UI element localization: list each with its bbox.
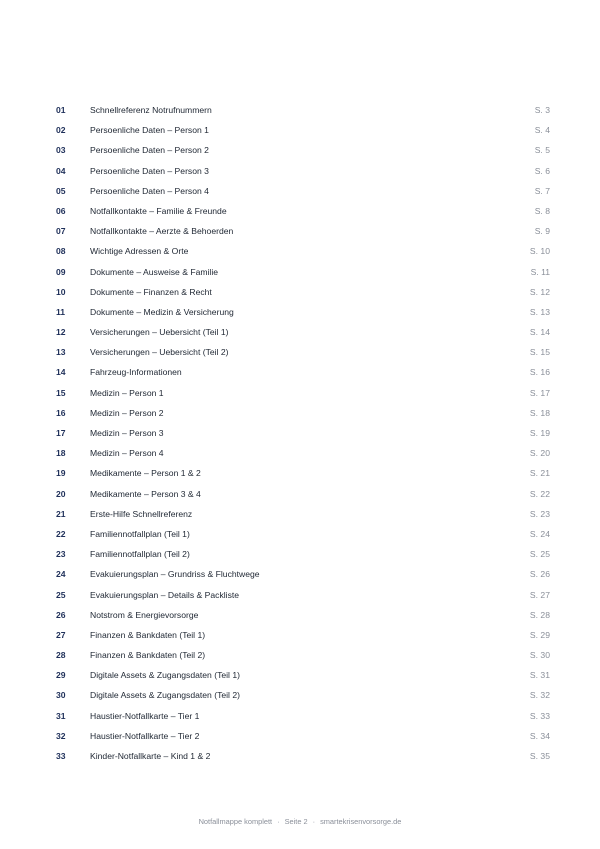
- toc-entry-page: S. 9: [534, 226, 550, 237]
- toc-entry-page: S. 18: [529, 407, 550, 418]
- toc-entry-number: 31: [56, 710, 66, 721]
- toc-entry-number: 03: [56, 145, 66, 156]
- toc-entry[interactable]: [56, 504, 550, 524]
- toc-entry-page: S. 30: [529, 650, 550, 661]
- toc-entry-title: Finanzen & Bankdaten (Teil 2): [90, 650, 206, 661]
- toc-entry-page: S. 7: [534, 185, 550, 196]
- toc-entry-page: S. 13: [529, 306, 550, 317]
- toc-entry[interactable]: [56, 564, 550, 584]
- toc-entry-number: 17: [56, 428, 66, 438]
- toc-entry-number: 09: [56, 266, 66, 277]
- toc-entry-title: Medikamente – Person 3 & 4: [90, 488, 201, 499]
- toc-entry[interactable]: [56, 403, 550, 423]
- toc-entry-number: 30: [56, 690, 66, 701]
- toc-entry-title: Dokumente – Finanzen & Recht: [90, 286, 212, 297]
- toc-entry-title: Persoenliche Daten – Person 2: [90, 145, 209, 156]
- toc-entry[interactable]: [56, 241, 550, 261]
- toc-entry[interactable]: [56, 322, 550, 342]
- toc-entry-number: 21: [56, 508, 66, 519]
- toc-entry[interactable]: [56, 282, 550, 302]
- toc-entry-title: Familiennotfallplan (Teil 2): [90, 549, 190, 560]
- toc-entry-page: S. 33: [529, 710, 550, 721]
- toc-entry-title: Dokumente – Medizin & Versicherung: [90, 306, 234, 317]
- toc-entry-page: S. 34: [529, 730, 550, 741]
- toc-entry-page: S. 12: [529, 286, 550, 297]
- toc-entry[interactable]: [56, 463, 550, 483]
- toc-entry-number: 16: [56, 407, 66, 418]
- toc-entry[interactable]: [56, 706, 550, 726]
- toc-entry-page: S. 23: [529, 508, 550, 519]
- toc-entry-page: S. 15: [529, 347, 550, 358]
- toc-entry-page: S. 20: [529, 448, 550, 459]
- toc-entry-title: Digitale Assets & Zugangsdaten (Teil 1): [90, 670, 240, 681]
- toc-entry-number: 13: [56, 347, 66, 358]
- toc-entry-title: Familiennotfallplan (Teil 1): [90, 528, 190, 539]
- toc-entry-title: Erste-Hilfe Schnellreferenz: [90, 508, 193, 519]
- toc-entry-title: Persoenliche Daten – Person 4: [90, 185, 209, 196]
- toc-entry-page: S. 32: [529, 690, 550, 701]
- toc-entry-number: 10: [56, 286, 66, 297]
- toc-entry-title: Notfallkontakte – Aerzte & Behoerden: [90, 226, 234, 237]
- toc-entry[interactable]: [56, 423, 550, 443]
- footer-separator: ·: [312, 817, 316, 826]
- toc-entry-number: 32: [56, 730, 66, 741]
- toc-entry[interactable]: [56, 362, 550, 382]
- toc-entry-number: 23: [56, 549, 66, 560]
- table-of-contents: [56, 100, 550, 766]
- toc-entry-number: 26: [56, 609, 66, 620]
- toc-entry-page: S. 19: [529, 428, 550, 438]
- toc-entry-title: Versicherungen – Uebersicht (Teil 2): [90, 347, 229, 358]
- toc-entry-number: 02: [56, 125, 66, 136]
- toc-entry[interactable]: [56, 443, 550, 463]
- toc-entry-title: Digitale Assets & Zugangsdaten (Teil 2): [90, 690, 240, 701]
- toc-entry[interactable]: [56, 161, 550, 181]
- toc-entry[interactable]: [56, 262, 550, 282]
- toc-entry[interactable]: [56, 726, 550, 746]
- toc-entry-title: Medikamente – Person 1 & 2: [90, 468, 201, 479]
- toc-entry-title: Versicherungen – Uebersicht (Teil 1): [90, 327, 229, 338]
- toc-entry[interactable]: [56, 201, 550, 221]
- toc-entry-page: S. 11: [530, 266, 550, 277]
- toc-entry-page: S. 22: [529, 488, 550, 499]
- toc-entry-title: Medizin – Person 1: [90, 387, 164, 398]
- toc-entry-title: Evakuierungsplan – Grundriss & Fluchtwege: [90, 569, 260, 580]
- toc-entry-number: 29: [56, 670, 66, 681]
- toc-entry-number: 04: [56, 165, 66, 176]
- toc-entry-number: 18: [56, 448, 66, 459]
- toc-entry-number: 33: [56, 751, 66, 761]
- footer-separator: ·: [277, 817, 280, 826]
- footer-page-number: Seite 2: [284, 817, 308, 826]
- toc-entry-title: Medizin – Person 2: [90, 407, 164, 418]
- toc-entry-number: 27: [56, 629, 66, 640]
- footer-document-title: Notfallmappe komplett: [198, 817, 273, 826]
- toc-entry[interactable]: [56, 524, 550, 544]
- toc-entry-title: Medizin – Person 3: [90, 428, 164, 438]
- toc-entry[interactable]: [56, 140, 550, 160]
- toc-entry[interactable]: [56, 484, 550, 504]
- toc-entry-page: S. 4: [534, 125, 550, 136]
- toc-entry[interactable]: [56, 302, 550, 322]
- toc-entry-number: 12: [56, 327, 66, 338]
- toc-entry-page: S. 31: [529, 670, 550, 681]
- toc-entry-page: S. 14: [529, 327, 550, 338]
- toc-entry-title: Notfallkontakte – Familie & Freunde: [90, 205, 227, 216]
- toc-entry-number: 07: [56, 226, 66, 237]
- toc-entry-number: 05: [56, 185, 66, 196]
- toc-entry-page: S. 35: [529, 751, 550, 761]
- toc-entry[interactable]: [56, 181, 550, 201]
- toc-entry[interactable]: [56, 685, 550, 705]
- toc-entry-title: Fahrzeug-Informationen: [90, 367, 182, 378]
- toc-entry-number: 08: [56, 246, 66, 257]
- toc-entry-title: Haustier-Notfallkarte – Tier 1: [90, 710, 200, 721]
- toc-entry-title: Finanzen & Bankdaten (Teil 1): [90, 629, 206, 640]
- toc-entry-title: Kinder-Notfallkarte – Kind 1 & 2: [90, 751, 211, 761]
- page-footer: [0, 817, 600, 826]
- toc-entry-number: 01: [56, 105, 66, 115]
- toc-entry[interactable]: [56, 645, 550, 665]
- toc-entry-number: 06: [56, 205, 66, 216]
- toc-entry-number: 24: [56, 569, 66, 580]
- toc-entry-page: S. 21: [529, 468, 550, 479]
- toc-entry-page: S. 5: [534, 145, 550, 156]
- toc-entry-page: S. 29: [529, 629, 550, 640]
- toc-entry-page: S. 6: [534, 165, 550, 176]
- toc-entry-page: S. 24: [529, 528, 550, 539]
- toc-entry-title: Evakuierungsplan – Details & Packliste: [90, 589, 240, 600]
- toc-entry-title: Dokumente – Ausweise & Familie: [90, 266, 219, 277]
- toc-entry-title: Notstrom & Energievorsorge: [90, 609, 199, 620]
- toc-entry[interactable]: [56, 625, 550, 645]
- toc-entry[interactable]: [56, 383, 550, 403]
- toc-entry-number: 15: [56, 387, 66, 398]
- toc-entry[interactable]: [56, 585, 550, 605]
- toc-entry-title: Wichtige Adressen & Orte: [90, 246, 189, 257]
- footer-website: smartekrisenvorsorge.de: [320, 817, 402, 826]
- toc-entry[interactable]: [56, 665, 550, 685]
- toc-entry[interactable]: [56, 605, 550, 625]
- toc-entry-page: S. 17: [529, 387, 550, 398]
- toc-entry-page: S. 27: [529, 589, 550, 600]
- toc-entry[interactable]: [56, 100, 550, 120]
- toc-entry-number: 25: [56, 589, 66, 600]
- toc-entry-page: S. 25: [529, 549, 550, 560]
- toc-entry-title: Schnellreferenz Notrufnummern: [90, 105, 212, 115]
- toc-entry-page: S. 26: [529, 569, 550, 580]
- toc-entry-title: Medizin – Person 4: [90, 448, 164, 459]
- toc-entry-title: Haustier-Notfallkarte – Tier 2: [90, 730, 200, 741]
- toc-entry[interactable]: [56, 746, 550, 766]
- toc-entry-number: 19: [56, 468, 66, 479]
- toc-entry-page: S. 8: [534, 205, 550, 216]
- toc-entry[interactable]: [56, 342, 550, 362]
- toc-entry[interactable]: [56, 544, 550, 564]
- toc-entry-number: 11: [56, 306, 66, 317]
- toc-entry-number: 14: [56, 367, 66, 378]
- toc-entry-title: Persoenliche Daten – Person 1: [90, 125, 209, 136]
- toc-entry-page: S. 16: [529, 367, 550, 378]
- toc-entry-number: 20: [56, 488, 66, 499]
- toc-entry-number: 28: [56, 650, 66, 661]
- toc-entry[interactable]: [56, 120, 550, 140]
- toc-entry-title: Persoenliche Daten – Person 3: [90, 165, 209, 176]
- toc-entry-page: S. 10: [529, 246, 550, 257]
- toc-entry-number: 22: [56, 528, 66, 539]
- toc-entry-page: S. 3: [534, 105, 550, 115]
- toc-entry[interactable]: [56, 221, 550, 241]
- toc-entry-page: S. 28: [529, 609, 550, 620]
